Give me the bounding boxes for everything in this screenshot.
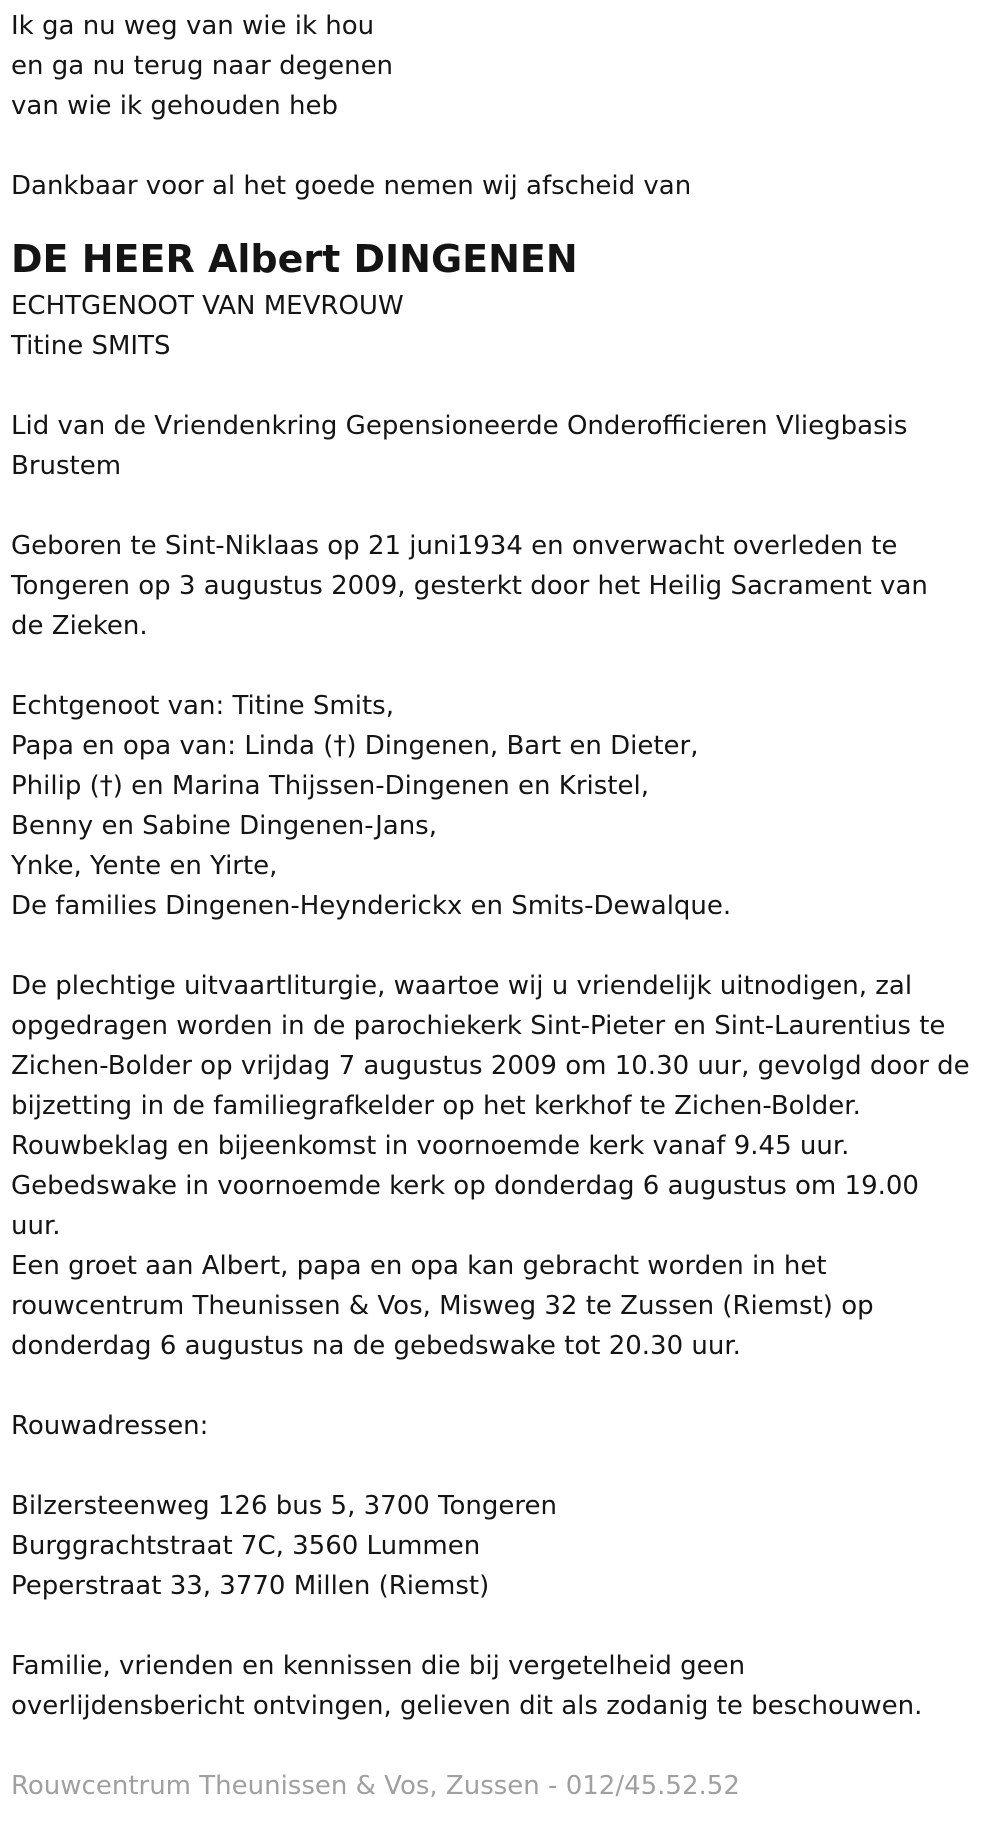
- family-line: Philip (†) en Marina Thijssen-Dingenen en Kristel,: [11, 771, 649, 801]
- family-line: Echtgenoot van: Titine Smits,: [11, 691, 394, 721]
- ceremony-line: uur.: [11, 1211, 61, 1241]
- ceremony-line: bijzetting in de familiegrafkelder op het kerkhof te Zichen-Bolder.: [11, 1091, 861, 1121]
- deceased-relation: ECHTGENOOT VAN MEVROUW: [11, 291, 404, 321]
- birth-death-info: [11, 526, 991, 646]
- closing-line: overlijdensbericht ontvingen, gelieven dit als zodanig te beschouwen.: [11, 1691, 923, 1721]
- poem-line: Ik ga nu weg van wie ik hou: [11, 11, 375, 41]
- poem-line: van wie ik gehouden heb: [11, 91, 338, 121]
- membership-line: Brustem: [11, 451, 122, 481]
- ceremony-line: Gebedswake in voornoemde kerk op donderdag 6 augustus om 19.00: [11, 1171, 919, 1201]
- membership: [11, 406, 991, 486]
- ceremony-line: Rouwbeklag en bijeenkomst in voornoemde kerk vanaf 9.45 uur.: [11, 1131, 850, 1161]
- ceremony-line: Een groet aan Albert, papa en opa kan gebracht worden in het: [11, 1251, 827, 1281]
- address-line: Peperstraat 33, 3770 Millen (Riemst): [11, 1571, 490, 1601]
- poem: [11, 6, 991, 126]
- ceremony-line: De plechtige uitvaartliturgie, waartoe wij u vriendelijk uitnodigen, zal: [11, 971, 913, 1001]
- ceremony-info: [11, 966, 991, 1366]
- family-line: De families Dingenen-Heynderickx en Smits-Dewalque.: [11, 891, 732, 921]
- poem-line: en ga nu terug naar degenen: [11, 51, 394, 81]
- spouse-name: Titine SMITS: [11, 331, 171, 361]
- birth-death-line: Tongeren op 3 augustus 2009, gesterkt door het Heilig Sacrament van: [11, 571, 928, 601]
- address-line: Bilzersteenweg 126 bus 5, 3700 Tongeren: [11, 1491, 557, 1521]
- ceremony-line: donderdag 6 augustus na de gebedswake tot 20.30 uur.: [11, 1331, 741, 1361]
- addresses-heading: Rouwadressen:: [11, 1411, 209, 1441]
- footer-funeral-home: Rouwcentrum Theunissen & Vos, Zussen - 012/45.52.52: [11, 1771, 740, 1801]
- ceremony-line: rouwcentrum Theunissen & Vos, Misweg 32 te Zussen (Riemst) op: [11, 1291, 874, 1321]
- membership-line: Lid van de Vriendenkring Gepensioneerde Onderofficieren Vliegbasis: [11, 411, 908, 441]
- address-line: Burggrachtstraat 7C, 3560 Lummen: [11, 1531, 481, 1561]
- address-list: [11, 1486, 991, 1606]
- birth-death-line: de Zieken.: [11, 611, 148, 641]
- intro-text: Dankbaar voor al het goede nemen wij afscheid van: [11, 171, 692, 201]
- birth-death-line: Geboren te Sint-Niklaas op 21 juni1934 en onverwacht overleden te: [11, 531, 898, 561]
- closing-line: Familie, vrienden en kennissen die bij vergetelheid geen: [11, 1651, 746, 1681]
- ceremony-line: opgedragen worden in de parochiekerk Sint-Pieter en Sint-Laurentius te: [11, 1011, 946, 1041]
- deceased-name: DE HEER Albert DINGENEN: [11, 237, 578, 281]
- family-line: Benny en Sabine Dingenen-Jans,: [11, 811, 437, 841]
- ceremony-line: Zichen-Bolder op vrijdag 7 augustus 2009 om 10.30 uur, gevolgd door de: [11, 1051, 970, 1081]
- obituary-notice: [11, 6, 991, 1806]
- closing-text: [11, 1646, 991, 1726]
- family-line: Ynke, Yente en Yirte,: [11, 851, 278, 881]
- family-list: [11, 686, 991, 926]
- family-line: Papa en opa van: Linda (†) Dingenen, Bart en Dieter,: [11, 731, 699, 761]
